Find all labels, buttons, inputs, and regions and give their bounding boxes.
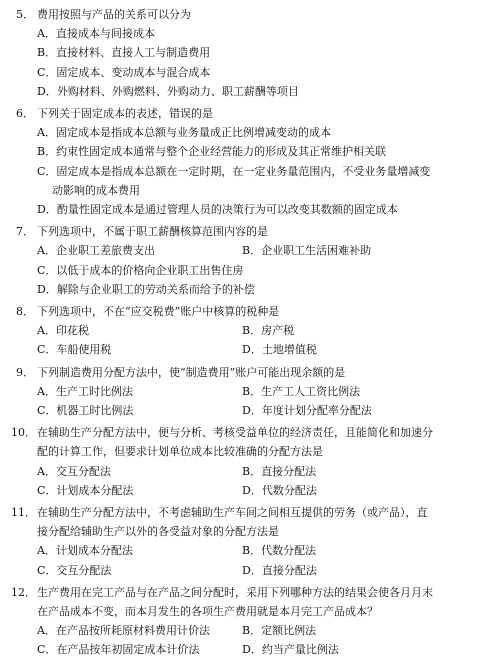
option-row: [0, 340, 477, 359]
question-stem: 生产费用在完工产品与在产品之间分配时，采用下列哪种方法的结果会使各月月末: [37, 585, 433, 599]
option-a: A．企业职工差旅费支出: [37, 244, 155, 258]
question-stem: 费用按照与产品的关系可以分为: [37, 8, 191, 21]
option-b: B．代数分配法: [242, 544, 317, 558]
option-a: A．计划成本分配法: [37, 544, 133, 558]
option-row: [0, 382, 477, 401]
option-b: B．直接材料、直接人工与制造费用: [37, 46, 211, 60]
option-a: A．生产工时比例法: [37, 384, 133, 398]
question-9: [0, 363, 477, 421]
option-d: D．直接分配法: [242, 563, 317, 577]
option-row: [0, 462, 477, 481]
question-number: 12．: [11, 585, 36, 599]
option-d: D．解除与企业职工的劳动关系而给予的补偿: [37, 282, 255, 296]
option-row: [0, 561, 477, 580]
option-b: B．直接分配法: [242, 464, 317, 478]
option-d: D．年度计划分配率分配法: [242, 404, 372, 417]
question-7: [0, 222, 477, 299]
question-stem: 下列关于固定成本的表述，错误的是: [37, 107, 213, 121]
question-stem: 下列选项中，不属于职工薪酬核算范围内容的是: [37, 225, 268, 239]
option-row: [0, 481, 477, 500]
option-b: B．生产工人工资比例法: [242, 384, 361, 398]
question-number: 8．: [16, 305, 34, 319]
option-a: A．印花税: [37, 324, 89, 338]
option-a: A．在产品按所耗原材料费用计价法: [37, 624, 210, 638]
question-stem-continuation: 在产品成本不变，而本月发生的各项生产费用就是本月完工产品成本？: [37, 604, 378, 618]
option-c-continuation: 动影响的成本费用: [52, 183, 140, 197]
option-row: [0, 241, 477, 260]
question-8: [0, 302, 477, 360]
question-11: [0, 503, 477, 580]
option-row: [0, 541, 477, 560]
question-number: 7．: [16, 225, 34, 239]
option-c: C．车船使用税: [37, 343, 112, 357]
option-c: C．以低于成本的价格向企业职工出售住房: [37, 263, 244, 277]
option-d: D．约当产量比例法: [242, 643, 339, 657]
option-b: B．房产税: [242, 324, 295, 338]
option-row: [0, 621, 477, 640]
question-number: 6．: [16, 107, 34, 121]
question-stem: 下列选项中，不在“应交税费”账户中核算的税种是: [37, 305, 280, 319]
option-c: C．计划成本分配法: [37, 483, 134, 497]
question-10: [0, 423, 477, 500]
option-row: [0, 321, 477, 340]
option-c: C．机器工时比例法: [37, 404, 134, 417]
question-stem-continuation: 配的计算工作，但要求计划单位成本比较准确的分配方法是: [37, 445, 323, 459]
option-c: C．交互分配法: [37, 563, 112, 577]
option-c: C．在产品按年初固定成本计价法: [37, 643, 200, 657]
option-d: D．酌量性固定成本是通过管理人员的决策行为可以改变其数额的固定成本: [37, 203, 398, 217]
option-d: D．代数分配法: [242, 483, 317, 497]
option-c: C．固定成本、变动成本与混合成本: [37, 65, 211, 79]
question-stem: 下列制造费用分配方法中，使“制造费用”账户可能出现余额的是: [37, 365, 346, 379]
option-row: [0, 401, 477, 420]
question-6: [0, 104, 477, 219]
option-a: A．固定成本是指成本总额与业务量成正比例增减变动的成本: [37, 126, 331, 140]
question-stem-continuation: 接分配给辅助生产以外的各受益对象的分配方法是: [37, 525, 279, 539]
option-a: A．直接成本与间接成本: [37, 27, 155, 41]
option-b: B．约束性固定成本通常与整个企业经营能力的形成及其正常维护相关联: [37, 145, 387, 159]
option-b: B．企业职工生活困难补助: [242, 244, 372, 258]
option-d: D．外购材料、外购燃料、外购动力、职工薪酬等项目: [37, 84, 299, 98]
question-stem: 在辅助生产分配方法中，便与分析、考核受益单位的经济责任，且能简化和加速分: [37, 426, 433, 440]
question-number: 9．: [16, 365, 34, 379]
question-number: 11．: [11, 505, 36, 519]
option-a: A．交互分配法: [37, 464, 111, 478]
question-stem: 在辅助生产分配方法中，不考虑辅助生产车间之间相互提供的劳务（或产品），直: [37, 505, 428, 519]
option-d: D．土地增值税: [242, 343, 317, 357]
option-c: C．固定成本是指成本总额在一定时期，在一定业务量范围内，不受业务量增减变: [37, 164, 431, 178]
question-5: [0, 5, 477, 101]
option-b: B．定额比例法: [242, 624, 317, 638]
question-number: 10．: [11, 426, 36, 440]
question-number: 5．: [16, 8, 34, 21]
question-12: [0, 583, 477, 660]
